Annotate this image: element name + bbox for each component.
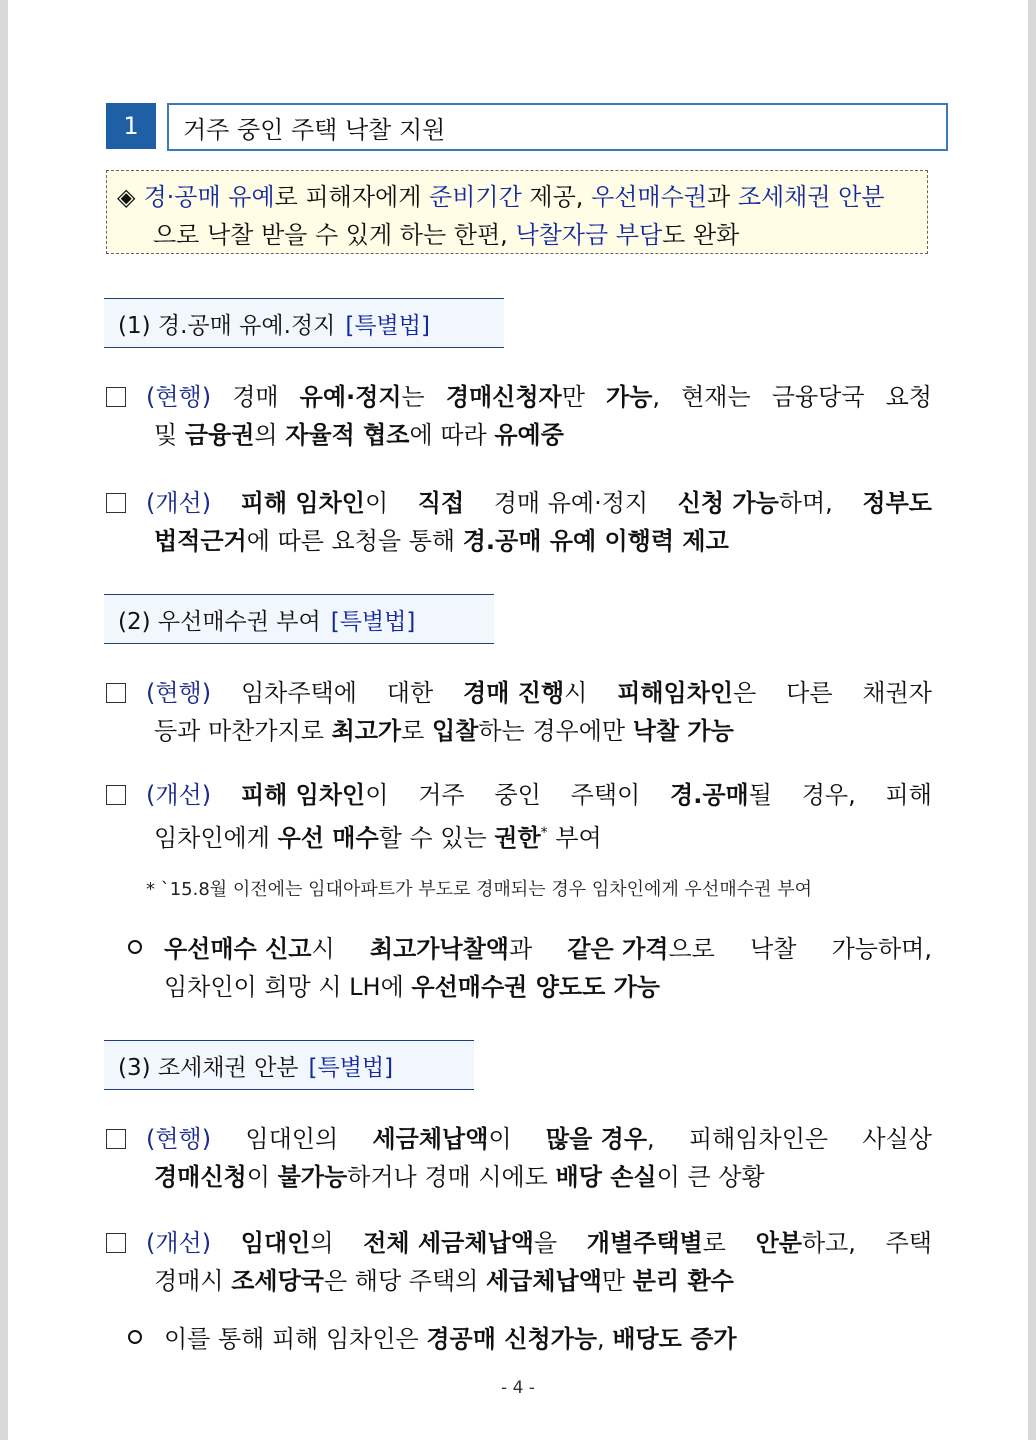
bullet-item-result: 이를 통해 피해 임차인은 경공매 신청가능, 배당도 증가 [128,1320,932,1358]
bullet-item-priority-purchase: 우선매수 신고시 최고가낙찰액과 같은 가격으로 낙찰 가능하며, 임차인이 희망 시 LH에 우선매수권 양도도 가능 [128,930,932,1006]
footnote: * `15.8월 이전에는 임대아파트가 부도로 경매되는 경우 임차인에게 우선매수권 부여 [146,879,812,900]
checkbox-icon [106,785,126,805]
subsection-header-1: (1) 경.공매 유예.정지 [특별법] [104,298,504,348]
checkbox-icon [106,387,126,407]
page-number: - 4 - [501,1378,535,1398]
document-page [8,0,1028,1440]
subsection-header-2: (2) 우선매수권 부여 [특별법] [104,594,494,644]
section-title: 거주 중인 주택 낙찰 지원 [167,103,948,151]
summary-line-1: ◈ 경·공매 유예로 피해자에게 준비기간 제공, 우선매수권과 조세채권 안분 [117,183,885,211]
paragraph-current-3: (현행) 임대인의 세금체납액이 많을 경우, 피해임차인은 사실상 경매신청이 불가능하거나 경매 시에도 배당 손실이 큰 상황 [106,1120,932,1196]
section-number-badge: 1 [106,103,156,149]
checkbox-icon [106,493,126,513]
paragraph-current-2: (현행) 임차주택에 대한 경매 진행시 피해임차인은 다른 채권자 등과 마찬가지로 최고가로 입찰하는 경우에만 낙찰 가능 [106,674,932,750]
summary-box [106,170,928,254]
paragraph-improved-1: (개선) 피해 임차인이 직접 경매 유예·정지 신청 가능하며, 정부도 법적근거에 따른 요청을 통해 경.공매 유예 이행력 제고 [106,484,932,560]
checkbox-icon [106,1233,126,1253]
diamond-bullet-icon: ◈ [117,183,136,211]
circle-bullet-icon [128,940,142,954]
paragraph-improved-2: (개선) 피해 임차인이 거주 중인 주택이 경.공매될 경우, 피해 임차인에게 우선 매수할 수 있는 권한* 부여 [106,776,932,857]
subsection-header-3: (3) 조세채권 안분 [특별법] [104,1040,474,1090]
paragraph-improved-3: (개선) 임대인의 전체 세금체납액을 개별주택별로 안분하고, 주택 경매시 조세당국은 해당 주택의 세급체납액만 분리 환수 [106,1224,932,1300]
checkbox-icon [106,1129,126,1149]
paragraph-current-1: (현행) 경매 유예·정지는 경매신청자만 가능, 현재는 금융당국 요청 및 금융권의 자율적 협조에 따라 유예중 [106,378,932,454]
checkbox-icon [106,683,126,703]
summary-line-2: 으로 낙찰 받을 수 있게 하는 한편, 낙찰자금 부담도 완화 [153,221,740,249]
circle-bullet-icon [128,1330,142,1344]
